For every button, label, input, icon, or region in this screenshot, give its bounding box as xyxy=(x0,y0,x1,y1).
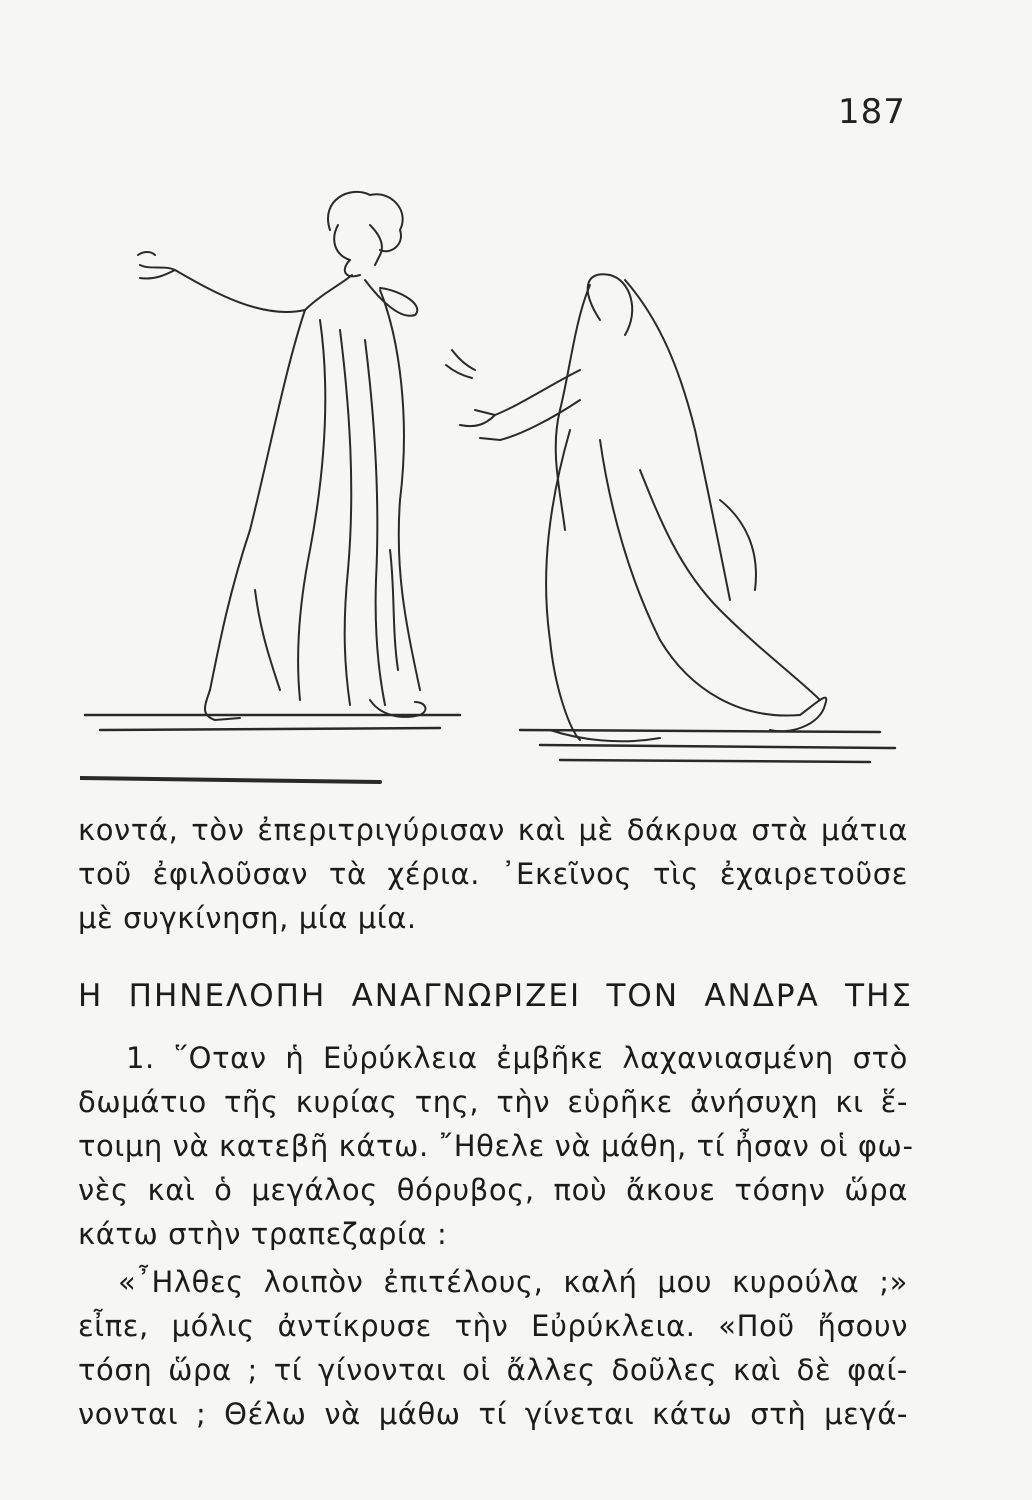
text-line: κοντά, τὸν ἐπεριτριγύρισαν καὶ μὲ δάκρυα στὰ μάτια xyxy=(78,813,908,847)
ground-lines-drawing xyxy=(80,715,895,782)
text-line: νονται ; Θέλω νὰ μάθω τί γίνεται κάτω στὴ μεγά- xyxy=(78,1397,908,1431)
text-line: δωμάτιο τῆς κυρίας της, τὴν εὑρῆκε ἀνήσυχη κι ἕ- xyxy=(78,1085,908,1119)
text-line: τοιμη νὰ κατεβῆ κάτω. ῎Ηθελε νὰ μάθη, τί ἦσαν οἱ φω- xyxy=(78,1129,914,1163)
text-line: «῏Ηλθες λοιπὸν ἐπιτέλους, καλή μου κυρούλα ;» xyxy=(118,1265,908,1299)
text-line: κάτω στὴν τραπεζαρία : xyxy=(78,1217,448,1251)
illustration xyxy=(80,170,920,810)
page-number: 187 xyxy=(838,92,906,132)
text-line: τοῦ ἐφιλοῦσαν τὰ χέρια. ᾿Εκεῖνος τὶς ἐχαιρετοῦσε xyxy=(78,857,908,891)
kneeling-figure-drawing xyxy=(446,274,826,741)
text-line: μὲ συγκίνηση, μία μία. xyxy=(78,901,417,935)
text-line: 1. ῞Οταν ἡ Εὐρύκλεια ἐμβῆκε λαχανιασμένη στὸ xyxy=(126,1041,908,1075)
text-line: νὲς καὶ ὁ μεγάλος θόρυβος, ποὺ ἄκουε τόσην ὥρα xyxy=(78,1173,908,1207)
paragraph-section-1 xyxy=(78,1036,914,1256)
paragraph-dialogue xyxy=(78,1260,908,1436)
standing-figure-drawing xyxy=(138,192,425,720)
section-heading: Η ΠΗΝΕΛΟΠΗ ΑΝΑΓΝΩΡΙΖΕΙ ΤΟΝ ΑΝΔΡΑ ΤΗΣ xyxy=(78,978,913,1014)
text-line: εἶπε, μόλις ἀντίκρυσε τὴν Εὐρύκλεια. «Ποῦ ἤσουν xyxy=(78,1309,908,1343)
text-line: τόση ὥρα ; τί γίνονται οἱ ἄλλες δοῦλες καὶ δὲ φαί- xyxy=(78,1353,908,1387)
paragraph-continuation xyxy=(78,808,908,940)
